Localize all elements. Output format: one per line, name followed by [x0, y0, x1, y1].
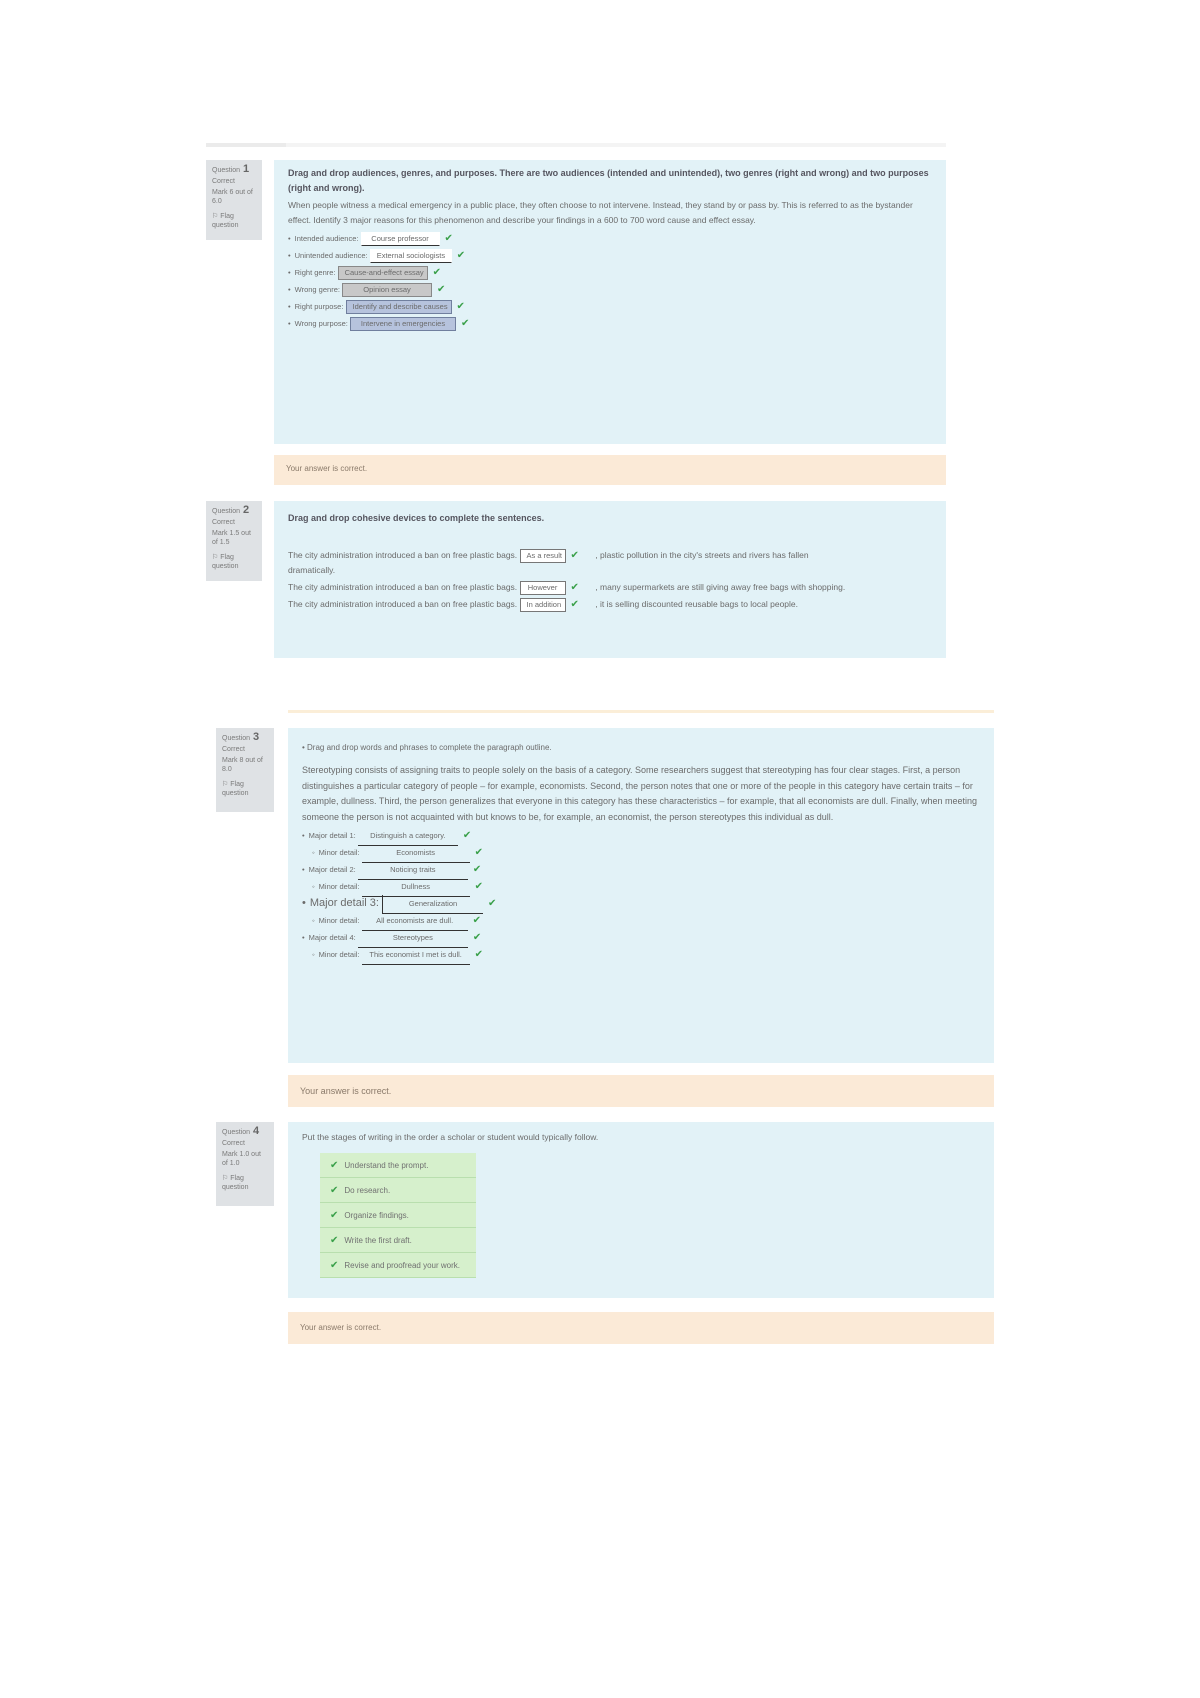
q1-drop-right-genre[interactable]: Cause-and-effect essay	[338, 266, 428, 280]
check-icon: ✔	[570, 550, 579, 561]
check-icon: ✔	[330, 1185, 339, 1196]
check-icon: ✔	[472, 864, 482, 875]
q1-item-wrong-genre: • Wrong genre: Opinion essay ✔	[288, 281, 932, 298]
q4-order-item-2[interactable]: ✔ Do research.	[320, 1178, 476, 1203]
q1-flag-label: Flag question	[212, 213, 239, 229]
q1-info-number: 1	[243, 163, 250, 175]
q3-major-detail-1: • Major detail 1: Distinguish a category. ✔	[302, 827, 980, 844]
q1-item-label: Right genre:	[294, 268, 336, 277]
q3-major-detail-4: • Major detail 4: Stereotypes ✔	[302, 929, 980, 946]
q3-drop-minor-3[interactable]: All economists are dull.	[362, 912, 468, 931]
q3-flag-question[interactable]	[222, 780, 268, 798]
q1-feedback: Your answer is correct.	[274, 455, 946, 485]
q3-outline-list	[302, 827, 980, 963]
q1-drop-wrong-genre[interactable]: Opinion essay	[342, 283, 432, 297]
q4-order-item-4[interactable]: ✔ Write the first draft.	[320, 1228, 476, 1253]
q2-info-number: 2	[243, 504, 250, 516]
q2-flag-label: Flag question	[212, 554, 239, 570]
q3-top-divider	[288, 710, 994, 713]
q3-body: Stereotyping consists of assigning traits to people solely on the basis of a category. Some researchers suggest that stereotyping has four clear stages. First, a person distinguishes a particular category of people – for example, economists. Second, the person notes that one or more of the people in this category have certain traits – for example, dullness. Third, the person generalizes that everyone in this category has these characteristics – for example, that all economists are dull. Finally, when meeting someone the person is not acquainted with but knows to be, for example, an economist, the person stereotypes this individual as dull.	[302, 765, 978, 822]
q1-item-wrong-purpose: • Wrong purpose: Intervene in emergencies ✔	[288, 315, 932, 332]
q1-info-label: Question	[212, 167, 241, 174]
check-icon: ✔	[474, 847, 484, 858]
q2-sentence-text: The city administration introduced a ban on free plastic bags.	[288, 582, 518, 592]
q1-info-mark: Mark 6 out of 6.0	[212, 189, 253, 205]
q4-info-mark: Mark 1.0 out of 1.0	[222, 1151, 261, 1167]
q3-minor-detail-1: ◦ Minor detail: Economists ✔	[302, 844, 980, 861]
check-icon: ✔	[330, 1160, 339, 1171]
q3-info-mark: Mark 8 out of 8.0	[222, 757, 263, 773]
page-top-divider	[206, 143, 946, 147]
q3-minor-detail-2: ◦ Minor detail: Dullness ✔	[302, 878, 980, 895]
check-icon: ✔	[570, 599, 579, 610]
q2-title: Drag and drop cohesive devices to complete the sentences.	[288, 513, 545, 523]
q3-info-panel	[216, 728, 274, 812]
q4-info-number: 4	[253, 1125, 260, 1137]
q1-answer-list	[288, 230, 932, 332]
q4-order-item-1[interactable]: ✔ Understand the prompt.	[320, 1153, 476, 1178]
q3-drop-major-3[interactable]: Generalization	[382, 895, 483, 914]
q2-sentence-3	[288, 597, 932, 612]
q3-minor-detail-4: ◦ Minor detail: This economist I met is dull. ✔	[302, 946, 980, 963]
check-icon: ✔	[570, 582, 579, 593]
q3-content	[288, 728, 994, 1063]
flag-icon: ⚐	[222, 781, 229, 788]
q2-sentence-continuation: , many supermarkets are still giving away free bags with shopping.	[595, 582, 846, 592]
q2-sentence-1	[288, 548, 932, 578]
check-icon: ✔	[444, 233, 453, 244]
q2-drop-3[interactable]: In addition	[520, 598, 566, 612]
q1-info-status: Correct	[212, 178, 235, 185]
q3-info-number: 3	[253, 731, 260, 743]
q2-sentence-2	[288, 580, 932, 595]
q3-feedback: Your answer is correct.	[288, 1075, 994, 1107]
q4-flag-question[interactable]	[222, 1174, 268, 1192]
q3-info-label: Question	[222, 735, 251, 742]
q2-drop-2[interactable]: However	[520, 581, 566, 595]
check-icon: ✔	[456, 250, 466, 261]
q2-content	[274, 501, 946, 658]
check-icon: ✔	[474, 949, 484, 960]
q2-info-mark: Mark 1.5 out of 1.5	[212, 530, 251, 546]
q3-major-detail-2: • Major detail 2: Noticing traits ✔	[302, 861, 980, 878]
q2-info-label: Question	[212, 508, 241, 515]
q4-order-item-5[interactable]: ✔ Revise and proofread your work.	[320, 1253, 476, 1278]
q1-item-label: Wrong genre:	[294, 285, 340, 294]
q2-sentence-text: The city administration introduced a ban on free plastic bags.	[288, 550, 518, 560]
q4-info-status: Correct	[222, 1140, 245, 1147]
q3-flag-label: Flag question	[222, 781, 249, 797]
q1-drop-intended-audience[interactable]: Course professor	[361, 232, 440, 246]
q3-drop-minor-4[interactable]: This economist I met is dull.	[362, 946, 470, 965]
check-icon: ✔	[432, 267, 441, 278]
q2-sentence-continuation: , it is selling discounted reusable bags to local people.	[595, 599, 799, 609]
check-icon: ✔	[330, 1260, 339, 1271]
q4-order-list	[320, 1153, 980, 1278]
q2-sentence-text: The city administration introduced a ban on free plastic bags.	[288, 599, 518, 609]
q1-flag-question[interactable]	[212, 212, 256, 230]
check-icon: ✔	[474, 881, 484, 892]
q3-drop-minor-2[interactable]: Dullness	[362, 878, 470, 897]
q1-drop-right-purpose[interactable]: Identify and describe causes	[346, 300, 452, 314]
q2-info-status: Correct	[212, 519, 235, 526]
q3-drop-major-4[interactable]: Stereotypes	[358, 929, 468, 948]
q2-flag-question[interactable]	[212, 553, 256, 571]
q1-item-label: Unintended audience:	[294, 251, 368, 260]
q4-info-panel	[216, 1122, 274, 1206]
q2-drop-1[interactable]: As a result	[520, 549, 566, 563]
q1-item-right-purpose: • Right purpose: Identify and describe causes ✔	[288, 298, 932, 315]
q4-title: Put the stages of writing in the order a scholar or student would typically follow.	[302, 1132, 599, 1142]
q1-item-unintended-audience: • Unintended audience: External sociologists ✔	[288, 247, 932, 264]
flag-icon: ⚐	[212, 554, 219, 561]
flag-icon: ⚐	[222, 1175, 229, 1182]
q2-info-panel	[206, 501, 262, 581]
check-icon: ✔	[437, 284, 446, 295]
q3-title: • Drag and drop words and phrases to complete the paragraph outline.	[302, 743, 552, 752]
q1-title: Drag and drop audiences, genres, and purposes. There are two audiences (intended and unintended), two genres (right and wrong) and two purposes (right and wrong).	[288, 168, 929, 193]
check-icon: ✔	[462, 830, 472, 841]
q3-info-status: Correct	[222, 746, 245, 753]
q1-item-label: Wrong purpose:	[294, 319, 348, 328]
q3-major-detail-3: • Major detail 3: Generalization ✔	[302, 895, 980, 912]
q4-feedback: Your answer is correct.	[288, 1312, 994, 1344]
check-icon: ✔	[472, 932, 482, 943]
check-icon: ✔	[488, 898, 497, 909]
q1-item-label: Right purpose:	[294, 302, 344, 311]
q3-drop-minor-1[interactable]: Economists	[362, 844, 470, 863]
check-icon: ✔	[456, 301, 465, 312]
q4-content	[288, 1122, 994, 1298]
check-icon: ✔	[330, 1210, 339, 1221]
q4-info-label: Question	[222, 1129, 251, 1136]
q4-order-item-3[interactable]: ✔ Organize findings.	[320, 1203, 476, 1228]
check-icon: ✔	[330, 1235, 339, 1246]
q1-item-right-genre: • Right genre: Cause-and-effect essay ✔	[288, 264, 932, 281]
q2-sentence-wrap: dramatically.	[288, 565, 336, 575]
q1-content	[274, 160, 946, 444]
q1-drop-unintended-audience[interactable]: External sociologists	[370, 249, 452, 263]
flag-icon: ⚐	[212, 213, 219, 220]
q3-drop-major-1[interactable]: Distinguish a category.	[358, 827, 458, 846]
q2-sentence-continuation: , plastic pollution in the city's streets and rivers has fallen	[595, 550, 809, 560]
q1-info-panel	[206, 160, 262, 240]
q1-body: When people witness a medical emergency in a public place, they often choose to not intervene. Instead, they stand by or pass by. This is referred to as the bystander effect. Identify 3 major reasons for this phenomenon and describe your findings in a 600 to 700 word cause and effect essay.	[288, 200, 913, 225]
q1-item-label: Intended audience:	[294, 234, 359, 243]
q3-minor-detail-3: ◦ Minor detail: All economists are dull. ✔	[302, 912, 980, 929]
q1-item-intended-audience: • Intended audience: Course professor ✔	[288, 230, 932, 247]
q1-drop-wrong-purpose[interactable]: Intervene in emergencies	[350, 317, 456, 331]
check-icon: ✔	[460, 318, 470, 329]
page-top-divider-dark	[206, 143, 286, 147]
q4-flag-label: Flag question	[222, 1175, 249, 1191]
check-icon: ✔	[472, 915, 482, 926]
q3-drop-major-2[interactable]: Noticing traits	[358, 861, 468, 880]
